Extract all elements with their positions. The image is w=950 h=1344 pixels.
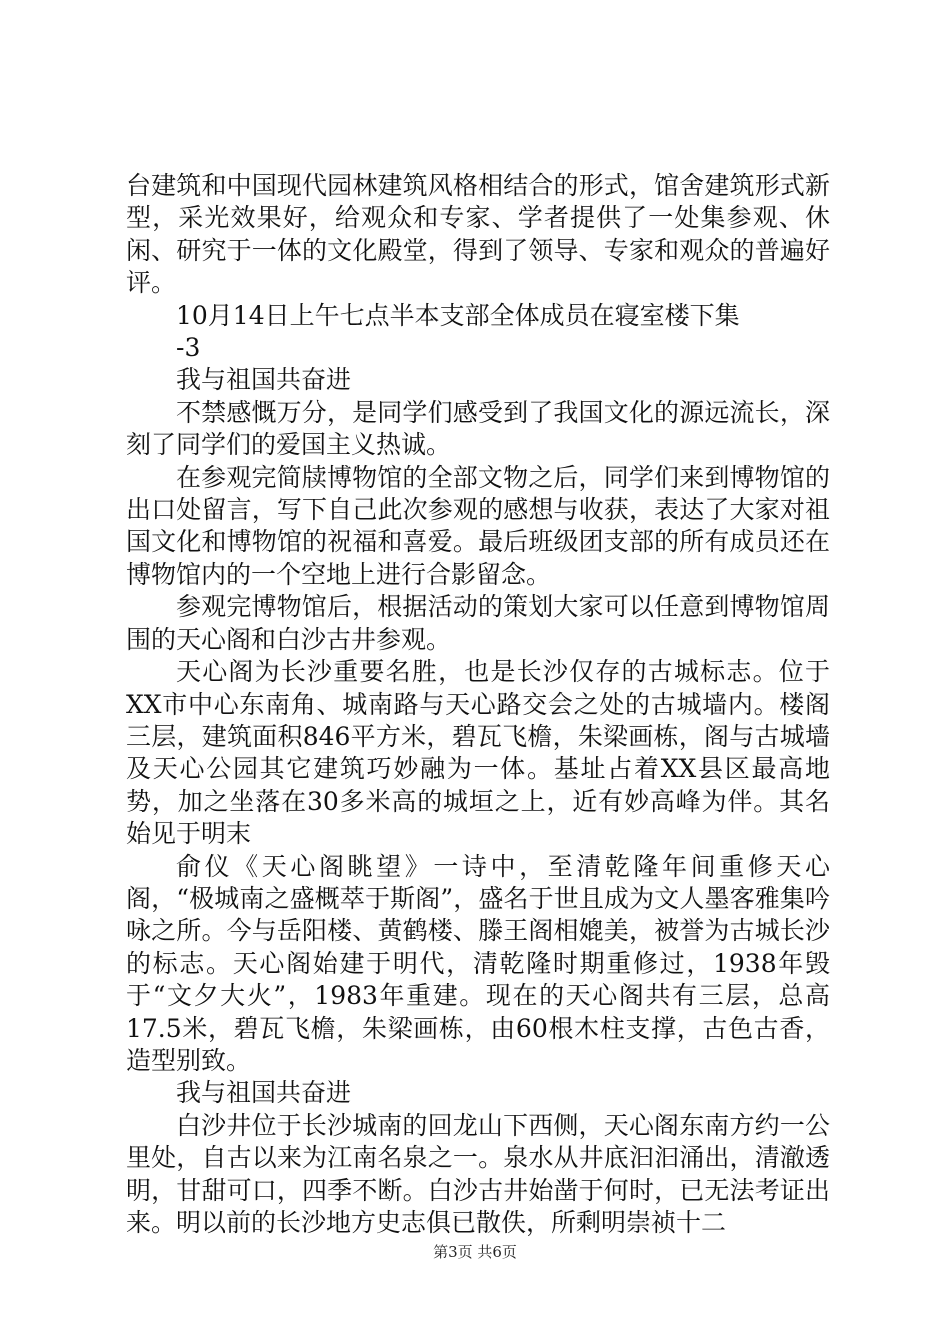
paragraph-6: 在参观完简牍博物馆的全部文物之后，同学们来到博物馆的出口处留言，写下自己此次参观的感想与收获，表达了大家对祖国文化和博物馆的祝福和喜爱。最后班级团支部的所有成员还在博物馆内的一个空地上进行合影留念。 [126,462,830,589]
paragraph-5: 不禁感慨万分，是同学们感受到了我国文化的源远流长，深刻了同学们的爱国主义热诚。 [126,397,830,460]
document-body [126,170,830,1239]
paragraph-9: 俞仪《天心阁眺望》一诗中，至清乾隆年间重修天心阁，“极城南之盛概萃于斯阁”，盛名于世且成为文人墨客雅集吟咏之所。今与岳阳楼、黄鹤楼、滕王阁相媲美，被誉为古城长沙的标志。天心阁始建于明代，清乾隆时期重修过，1938年毁于“文夕大火”，1983年重建。现在的天心阁共有三层，总高17.5米，碧瓦飞檐，朱梁画栋，由60根木柱支撑，古色古香，造型别致。 [126,851,830,1075]
section-heading-2: 我与祖国共奋进 [176,1078,352,1108]
paragraph-7: 参观完博物馆后，根据活动的策划大家可以任意到博物馆周围的天心阁和白沙古井参观。 [126,592,830,654]
paragraph-8: 天心阁为长沙重要名胜，也是长沙仅存的古城标志。位于XX市中心东南角、城南路与天心路交会之处的古城墙内。楼阁三层，建筑面积846平方米，碧瓦飞檐，朱梁画栋，阁与古城墙及天心公园其它建筑巧妙融为一体。基址占着XX县区最高地势，加之坐落在30多米高的城垣之上，近有妙高峰为伴。其名始见于明末 [126,657,830,849]
paragraph-2: 10月14日上午七点半本支部全体成员在寝室楼下集 [176,300,740,330]
page-footer: 第3页 共6页 [433,1243,517,1261]
paragraph-1: 台建筑和中国现代园林建筑风格相结合的形式，馆舍建筑形式新型，采光效果好，给观众和专家、学者提供了一处集参观、休闲、研究于一体的文化殿堂，得到了领导、专家和观众的普遍好评。 [126,171,830,298]
section-heading-1: 我与祖国共奋进 [176,365,352,395]
paragraph-11: 白沙井位于长沙城南的回龙山下西侧，天心阁东南方约一公里处，自古以来为江南名泉之一。泉水从井底汩汩涌出，清澈透明，甘甜可口，四季不断。白沙古井始凿于何时，已无法考证出来。明以前的长沙地方史志俱已散佚，所剩明崇祯十二 [126,1110,830,1237]
paragraph-3-page-marker: -3 [176,333,201,363]
